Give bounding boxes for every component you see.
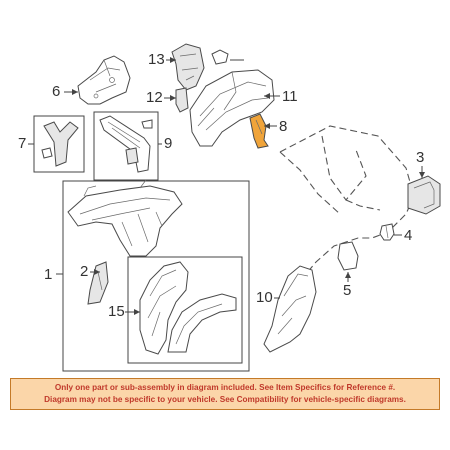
callout-7: 7 <box>18 135 27 152</box>
part-3-fuel-door <box>408 176 440 214</box>
callout-3: 3 <box>416 149 425 166</box>
notice-line-2: Diagram may not be specific to your vehicle. See Compatibility for vehicle-specific diagrams. <box>44 395 406 404</box>
callout-10: 10 <box>256 289 273 306</box>
callout-6: 6 <box>52 83 61 100</box>
disclaimer-notice <box>10 378 440 410</box>
part-8-highlighted-bracket <box>250 114 268 148</box>
callout-4: 4 <box>404 227 413 244</box>
part-1-inner-panel <box>68 180 182 256</box>
callout-5: 5 <box>343 282 352 299</box>
part-clip-13 <box>212 50 228 64</box>
callout-12: 12 <box>146 89 163 106</box>
part-5-cover <box>338 242 358 270</box>
part-4-clip <box>380 224 394 240</box>
part-12-bracket <box>176 88 188 112</box>
callout-15: 15 <box>108 303 125 320</box>
leader-15-arrow <box>134 309 140 315</box>
callout-9: 9 <box>164 135 173 152</box>
part-9-panel <box>100 116 152 172</box>
part-6-pillar-bracket <box>78 56 130 104</box>
callout-1: 1 <box>44 266 53 283</box>
part-2-reinforcement <box>88 262 108 304</box>
callout-2: 2 <box>80 263 89 280</box>
callout-13: 13 <box>148 51 165 68</box>
part-7-brace <box>42 122 78 166</box>
part-15-wheelhouse-inner <box>140 262 236 354</box>
leader-12-arrow <box>170 95 176 101</box>
notice-line-1: Only one part or sub-assembly in diagram included. See Item Specifics for Reference #. <box>54 383 396 392</box>
leader-5-arrow <box>345 272 351 278</box>
callout-11: 11 <box>282 88 298 105</box>
leader-6-arrow <box>72 89 78 95</box>
part-13-upper-brace <box>172 44 204 90</box>
part-10-extension <box>264 266 316 352</box>
callout-8: 8 <box>279 118 288 135</box>
